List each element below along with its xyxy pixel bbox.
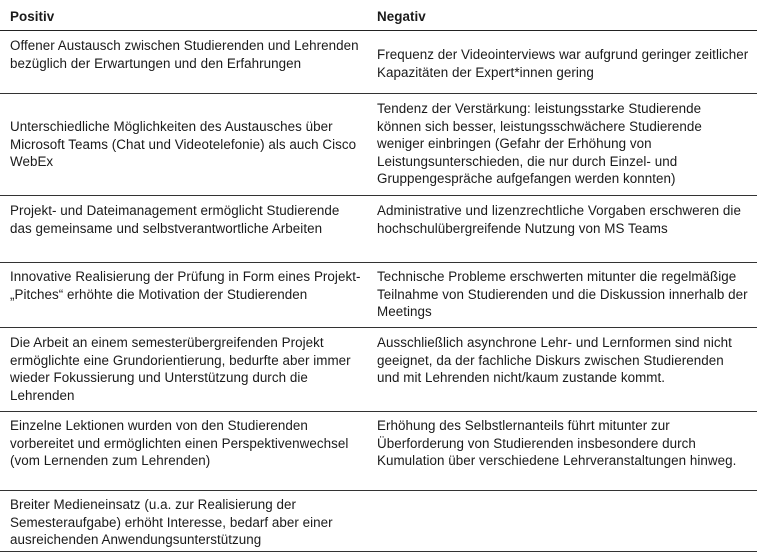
header-rule bbox=[0, 30, 757, 31]
cell-negative: Tendenz der Verstärkung: leistungsstarke Studierende können sich besser, leistungsschwächere Studierende weniger einbringen (Gefahr der Erhöhung von Leistungsunterschieden, die nur durch Einzel- und Gruppengespräche aufgefangen werden konnten) bbox=[377, 101, 702, 187]
table-row bbox=[0, 334, 757, 406]
table-header-row bbox=[0, 8, 757, 28]
row-divider bbox=[0, 262, 757, 263]
row-divider bbox=[0, 490, 757, 491]
cell-negative: Administrative und lizenzrechtliche Vorgaben erschweren die hochschulübergreifende Nutzung von MS Teams bbox=[377, 203, 741, 236]
cell-positive: Innovative Realisierung der Prüfung in Form eines Projekt-„Pitches“ erhöhte die Motivation der Studierenden bbox=[10, 269, 361, 302]
table-row bbox=[0, 417, 757, 489]
table-row bbox=[0, 496, 757, 550]
table-row bbox=[0, 37, 757, 89]
row-divider bbox=[0, 327, 757, 328]
cell-positive: Offener Austausch zwischen Studierenden und Lehrenden bezüglich der Erwartungen und den Erfahrungen bbox=[10, 38, 359, 71]
cell-negative: Ausschließlich asynchrone Lehr- und Lernformen sind nicht geeignet, da der fachliche Diskurs zwischen Studierenden und mit Lehrenden nicht/kaum zustande kommt. bbox=[377, 335, 732, 386]
header-positive: Positiv bbox=[10, 9, 55, 24]
cell-positive: Unterschiedliche Möglichkeiten des Austausches über Microsoft Teams (Chat und Videotelefonie) als auch Cisco WebEx bbox=[10, 119, 357, 170]
header-negative: Negativ bbox=[377, 9, 426, 24]
table-row bbox=[0, 202, 757, 256]
row-divider bbox=[0, 195, 757, 196]
cell-negative: Frequenz der Videointerviews war aufgrund geringer zeitlicher Kapazitäten der Expert*innen gering bbox=[377, 47, 749, 80]
cell-negative: Technische Probleme erschwerten mitunter die regelmäßige Teilnahme von Studierenden und die Diskussion innerhalb der Meetings bbox=[377, 269, 748, 320]
table-row bbox=[0, 268, 757, 322]
cell-positive: Projekt- und Dateimanagement ermöglicht Studierende das gemeinsame und selbstverantwortliche Arbeiten bbox=[10, 203, 340, 236]
table-row bbox=[0, 100, 757, 192]
cell-negative: Erhöhung des Selbstlernanteils führt mitunter zur Überforderung von Studierenden insbesondere durch Kumulation über verschiedene Lehrveranstaltungen hinweg. bbox=[377, 418, 737, 469]
cell-positive: Die Arbeit an einem semesterübergreifenden Projekt ermöglichte eine Grundorientierung, bedurfte aber immer wieder Fokussierung und Unterstützung durch die Lehrenden bbox=[10, 335, 351, 403]
table-bottom-rule bbox=[0, 551, 757, 552]
row-divider bbox=[0, 411, 757, 412]
row-divider bbox=[0, 93, 757, 94]
cell-positive: Einzelne Lektionen wurden von den Studierenden vorbereitet und ermöglichten einen Perspektivenwechsel (vom Lernenden zum Lehrenden) bbox=[10, 418, 349, 469]
cell-positive: Breiter Medieneinsatz (u.a. zur Realisierung der Semesteraufgabe) erhöht Interesse, bedarf aber einer ausreichenden Anwendungsunterstützung bbox=[10, 497, 333, 548]
